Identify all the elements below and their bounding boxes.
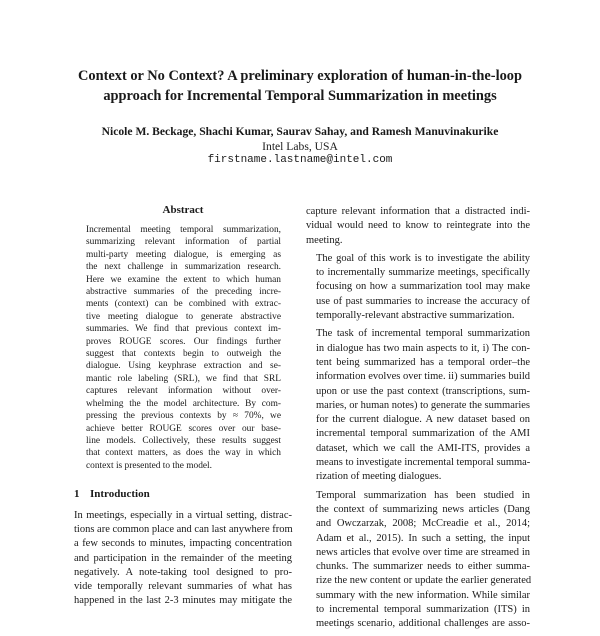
text-line: use of past summaries to increase the accuracy of — [316, 295, 530, 307]
text-line: The goal of this work is to investigate the ability — [316, 252, 530, 264]
text-line: line models. Collectively, these results suggest — [86, 435, 281, 446]
text-line: a few seconds to minutes, impacting concentration — [74, 538, 292, 550]
section-number: 1 — [74, 488, 80, 500]
text-line: and Owczarzak, 2008; McCreadie et al., 2014; — [316, 518, 530, 530]
text-line: tent being summarized has a temporal order–the — [316, 356, 530, 368]
text-line: incremental temporal summarization of the AMI — [316, 428, 530, 440]
text-line: for the current dialogue. A new dataset based on — [316, 414, 530, 426]
text-line: dataset, which we call the AMI-ITS, provides a — [316, 442, 530, 454]
text-line: tions are common place and can last anywhere from — [74, 524, 293, 536]
text-line: context is presented to the model. — [86, 460, 213, 471]
text-line: summary with the new information. While similar — [316, 589, 530, 601]
text-line: maries, or human notes) to generate the summaries — [316, 399, 531, 411]
text-line: achieve better ROUGE scores over our base- — [86, 423, 281, 434]
text-line: pressing the previous contexts by ≈ 70%, we — [86, 411, 281, 422]
text-line: rize the new content or update the earlier generated — [316, 575, 532, 587]
text-line: vide temporally relevant summaries of what has — [74, 581, 292, 593]
text-line: the context of summarizing news articles (Dang — [316, 503, 530, 515]
text-line: that context matters, as does the way in which — [86, 448, 281, 459]
affiliation: Intel Labs, USA — [262, 140, 338, 153]
text-line: multi-party meeting dialogue, is emerging as — [86, 249, 281, 260]
introduction-body — [74, 509, 292, 608]
text-line: vidual would need to know to reintegrate into the — [306, 220, 530, 232]
text-line: to incremental temporal summarization (ITS) in — [316, 604, 530, 616]
paragraph — [306, 327, 530, 484]
paragraph — [306, 205, 530, 248]
text-line: Adam et al., 2015). In such a setting, the input — [316, 532, 530, 544]
text-line: happened in the last 2-3 minutes may mitigate the — [74, 595, 292, 607]
text-line: summarizing relevant information of partial — [86, 237, 281, 248]
text-line: in dialogue has two main aspects to it, i) The con- — [316, 342, 530, 354]
text-line: summaries. We find that previous context im- — [86, 324, 281, 335]
title-line: approach for Incremental Temporal Summarization in meetings — [103, 88, 497, 104]
right-column-body — [306, 205, 530, 636]
text-line: focusing on how a summarization tool may make — [316, 281, 530, 293]
abstract-heading: Abstract — [162, 204, 204, 216]
text-line: meeting. — [306, 234, 343, 246]
text-line: rization of meeting dialogues. — [316, 471, 442, 483]
title-line: Context or No Context? A preliminary exploration of human-in-the-loop — [78, 68, 522, 84]
text-line: Here we examine the extent to which human — [86, 274, 281, 285]
paragraph — [306, 489, 530, 632]
text-line: information evolves over time. ii) summaries build — [316, 371, 530, 383]
author-list: Nicole M. Beckage, Shachi Kumar, Saurav Sahay, and Ramesh Manuvinakurike — [101, 125, 499, 138]
text-line: chunks. The summarizer needs to either summa- — [316, 561, 530, 573]
section-title: Introduction — [90, 488, 150, 500]
text-line: whelming the the model architecture. By com- — [86, 398, 281, 409]
text-line: ments (context) can be combined with extrac- — [86, 299, 281, 310]
abstract-body — [86, 224, 281, 472]
text-line: suggest that contexts begin to outweigh the — [86, 349, 281, 360]
text-line: meetings scenario, additional challenges are asso- — [316, 618, 530, 630]
text-line: In meetings, especially in a virtual setting, distrac- — [74, 510, 292, 521]
paper-title — [40, 66, 560, 106]
text-line: captures relevant information without over- — [86, 386, 281, 397]
text-line: news articles that evolve over time are streamed in — [316, 546, 530, 558]
text-line: the next challenge in summarization research. — [86, 262, 281, 273]
text-line: mantic role labeling (SRL), we find that SRL — [86, 373, 281, 384]
text-line: Temporal summarization has been studied in — [316, 489, 530, 501]
author-email: firstname.lastname@intel.com — [207, 154, 393, 166]
text-line: upon or use the past context (transcriptions, sum- — [316, 385, 530, 397]
text-line: proves ROUGE scores. Our findings further — [86, 336, 281, 347]
text-line: temporally-relevant abstractive summarization. — [316, 310, 515, 322]
text-line: dialogue. Using keyphrase extraction and se- — [86, 361, 281, 372]
text-line: negatively. A note-taking tool designed to pro- — [74, 566, 292, 578]
text-line: capture relevant information that a distracted indi- — [306, 206, 530, 217]
text-line: Incremental meeting temporal summarization, — [86, 225, 281, 235]
introduction-heading — [74, 487, 150, 501]
text-line: abstractive summaries of the preceding incre- — [86, 287, 281, 298]
text-line: and participation in the remainder of the meeting — [74, 552, 292, 564]
paragraph — [306, 252, 530, 323]
text-line: The task of incremental temporal summarization — [316, 328, 530, 340]
text-line: to incrementally summarize meetings, specifically — [316, 267, 530, 279]
text-line: tive meeting dialogue to generate abstractive — [86, 311, 281, 322]
text-line: means to investigate incremental temporal summa- — [316, 457, 531, 469]
